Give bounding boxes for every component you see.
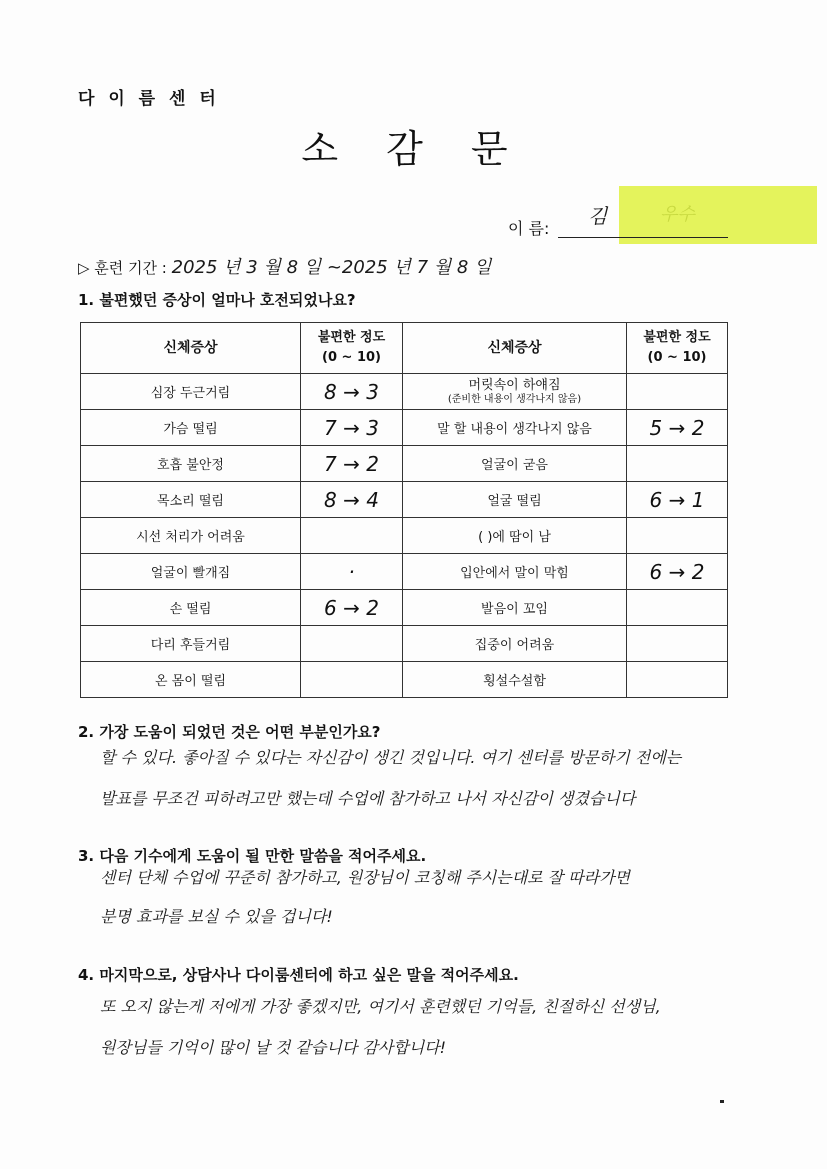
symptom-left-cell: [81, 518, 301, 554]
symptom-left-cell: [81, 662, 301, 698]
symptom-right-cell: [403, 662, 627, 698]
header-symptom-left: 신체증상: [81, 323, 301, 374]
symptom-left-cell: [81, 554, 301, 590]
degree-left-cell: [301, 626, 403, 662]
symptom-left-cell-text: 온 몸이 떨림: [154, 674, 227, 689]
symptom-left-cell: [81, 590, 301, 626]
symptom-left-cell-text: 손 떨림: [169, 602, 212, 617]
degree-right-cell: [627, 482, 728, 518]
degree-right-cell: [627, 410, 728, 446]
table-row: [81, 518, 728, 554]
degree-left-cell: [301, 554, 403, 590]
degree-left-cell-text: ·: [348, 559, 355, 584]
degree-right-cell: [627, 374, 728, 410]
symptom-left-cell-text: 가슴 떨림: [163, 422, 218, 437]
answer-2-line-1: 할 수 있다. 좋아질 수 있다는 자신감이 생긴 것입니다. 여기 센터를 방문하기 전에는: [100, 748, 682, 767]
header-degree-label: 불편한 정도: [317, 330, 386, 345]
header-degree-right: [627, 323, 728, 374]
degree-right-cell: [627, 554, 728, 590]
ink-mark: [720, 1100, 724, 1103]
symptom-left-cell: [81, 626, 301, 662]
symptom-left-cell-text: 얼굴이 빨개짐: [150, 566, 231, 581]
degree-right-cell: [627, 626, 728, 662]
symptom-right-cell-text: 얼굴 떨림: [487, 494, 542, 509]
symptom-right-cell-text: 얼굴이 굳음: [481, 458, 548, 473]
symptom-left-cell: [81, 410, 301, 446]
table-header-row: [81, 323, 728, 374]
symptom-right-cell: [403, 410, 627, 446]
header-range-label: (0 ~ 10): [647, 350, 707, 365]
symptom-right-cell-text: 머릿속이 하얘짐: [468, 377, 561, 393]
symptom-right-cell: [403, 446, 627, 482]
table-row: [81, 590, 728, 626]
table-row: [81, 554, 728, 590]
training-period: [78, 253, 491, 279]
degree-left-cell-text: 8 → 3: [324, 379, 379, 404]
question-4: 4. 마지막으로, 상담사나 다이룸센터에 하고 싶은 말을 적어주세요.: [78, 966, 519, 984]
header-degree-left: [301, 323, 403, 374]
degree-left-cell-text: 6 → 2: [324, 595, 379, 620]
name-label: 이 름:: [508, 219, 550, 238]
answer-4-line-1: 또 오지 않는게 저에게 가장 좋겠지만, 여기서 훈련했던 기억들, 친절하신 선생님,: [100, 997, 661, 1016]
symptom-left-cell: [81, 374, 301, 410]
symptom-left-cell-text: 다리 후들거림: [150, 638, 231, 653]
symptom-left-cell-text: 심장 두근거림: [150, 386, 231, 401]
degree-left-cell-text: 7 → 3: [324, 415, 379, 440]
symptom-right-cell: [403, 554, 627, 590]
answer-3-line-2: 분명 효과를 보실 수 있을 겁니다!: [100, 907, 333, 926]
answer-2-line-2: 발표를 무조건 피하려고만 했는데 수업에 참가하고 나서 자신감이 생겼습니다: [100, 789, 636, 808]
table-row: [81, 410, 728, 446]
degree-left-cell: [301, 662, 403, 698]
degree-right-cell-text: 6 → 1: [649, 487, 705, 512]
degree-left-cell: [301, 482, 403, 518]
degree-left-cell-text: 8 → 4: [324, 487, 379, 512]
symptom-note: (준비한 내용이 생각나지 않음): [447, 393, 582, 405]
symptom-right-cell: [403, 590, 627, 626]
header-range-label: (0 ~ 10): [322, 350, 381, 365]
header-degree-label: 불편한 정도: [643, 330, 711, 345]
symptom-right-cell-text: 발음이 꼬임: [481, 602, 548, 617]
symptom-right-cell-text: 말 할 내용이 생각나지 않음: [437, 422, 592, 437]
page-title: 소 감 문: [301, 127, 526, 171]
symptom-right-cell: [403, 626, 627, 662]
table-row: [81, 482, 728, 518]
table-row: [81, 374, 728, 410]
degree-left-cell-text: 7 → 2: [324, 451, 379, 476]
symptom-left-cell-text: 목소리 떨림: [157, 494, 224, 509]
question-3: 3. 다음 기수에게 도움이 될 만한 말씀을 적어주세요.: [78, 847, 427, 865]
symptom-right-cell-text: 횡설수설함: [483, 674, 546, 689]
degree-left-cell: [301, 590, 403, 626]
degree-left-cell: [301, 446, 403, 482]
period-label: ▷ 훈련 기간 :: [78, 259, 167, 277]
degree-right-cell: [627, 590, 728, 626]
degree-right-cell: [627, 662, 728, 698]
name-highlight: [619, 186, 817, 244]
question-2: 2. 가장 도움이 되었던 것은 어떤 부분인가요?: [78, 723, 381, 741]
degree-left-cell: [301, 518, 403, 554]
symptom-left-cell-text: 시선 처리가 어려움: [136, 530, 245, 545]
symptom-table: [80, 322, 728, 698]
degree-left-cell: [301, 410, 403, 446]
highlighted-name: 우수: [660, 204, 695, 225]
symptom-left-cell: [81, 446, 301, 482]
name-handwritten: 김: [588, 204, 608, 228]
table-row: [81, 626, 728, 662]
symptom-right-cell: [403, 374, 627, 410]
org-name: 다 이 름 센 터: [78, 89, 220, 109]
symptom-right-cell: [403, 482, 627, 518]
symptom-right-cell-text: ( )에 땀이 남: [478, 530, 551, 545]
period-value: 2025 년 3 월 8 일 ~2025 년 7 월 8 일: [171, 257, 492, 278]
symptom-right-cell: [403, 518, 627, 554]
degree-right-cell: [627, 518, 728, 554]
name-underline: [558, 237, 728, 238]
answer-3-line-1: 센터 단체 수업에 꾸준히 참가하고, 원장님이 코칭해 주시는대로 잘 따라가면: [100, 868, 630, 887]
symptom-left-cell-text: 호흡 불안정: [157, 458, 224, 473]
answer-4-line-2: 원장님들 기억이 많이 날 것 같습니다 감사합니다!: [100, 1038, 447, 1057]
table-row: [81, 662, 728, 698]
symptom-right-cell-text: 집중이 어려움: [474, 638, 555, 653]
question-1: 1. 불편했던 증상이 얼마나 호전되었나요?: [78, 291, 356, 309]
degree-right-cell-text: 5 → 2: [649, 415, 705, 440]
degree-right-cell-text: 6 → 2: [649, 559, 705, 584]
symptom-right-cell-text: 입안에서 말이 막힘: [460, 566, 569, 581]
degree-right-cell: [627, 446, 728, 482]
degree-left-cell: [301, 374, 403, 410]
symptom-left-cell: [81, 482, 301, 518]
table-row: [81, 446, 728, 482]
header-symptom-right: 신체증상: [403, 323, 627, 374]
